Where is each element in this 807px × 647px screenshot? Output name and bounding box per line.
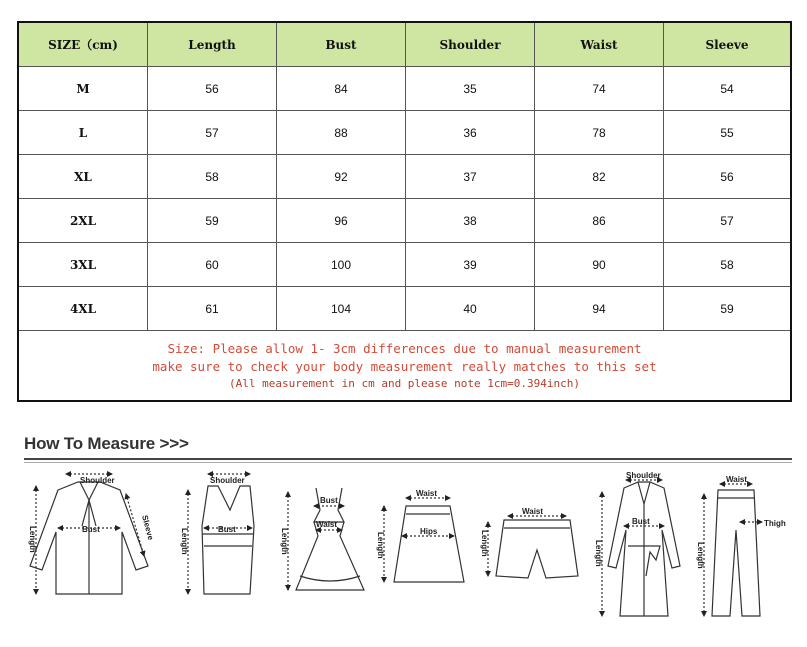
header-size: SIZE（cm): [19, 23, 148, 66]
waist-cell: 94: [535, 287, 664, 330]
label-bust: Bust: [82, 525, 100, 534]
size-chart-table: [17, 21, 792, 402]
label-sleeve: Sleeve: [140, 514, 156, 542]
label-shoulder: Shoulder: [210, 476, 245, 485]
table-row: [19, 67, 790, 111]
shoulder-cell: 37: [406, 155, 535, 198]
bust-cell: 100: [277, 243, 406, 286]
length-cell: 59: [148, 199, 277, 242]
title-divider-thin: [24, 462, 792, 463]
label-length: Length: [696, 542, 705, 569]
note-unit-conversion: (All measurement in cm and please note 1cm=0.394inch): [229, 377, 580, 390]
table-row: [19, 199, 790, 243]
measurement-notes: [19, 331, 790, 400]
shorts-diagram: [488, 516, 578, 578]
header-sleeve: Sleeve: [705, 37, 749, 52]
sleeve-cell: 57: [720, 213, 734, 228]
header-shoulder: Shoulder: [406, 23, 535, 66]
note-tolerance: Size: Please allow 1- 3cm differences due to manual measurement: [167, 341, 642, 356]
label-bust: Bust: [320, 496, 338, 505]
length-cell: 58: [148, 155, 277, 198]
shoulder-cell: 36: [406, 111, 535, 154]
header-length: Length: [148, 23, 277, 66]
trousers-diagram: [704, 484, 762, 616]
length-cell: 60: [148, 243, 277, 286]
vest-diagram: [188, 474, 254, 594]
table-row: [19, 111, 790, 155]
bust-cell: 84: [277, 67, 406, 110]
label-thigh: Thigh: [764, 519, 786, 528]
sleeve-cell: 54: [720, 81, 734, 96]
table-row: [19, 287, 790, 331]
garment-diagrams-svg: [18, 466, 798, 641]
shoulder-cell: 35: [406, 67, 535, 110]
header-bust: Bust: [277, 23, 406, 66]
size-cell: L: [19, 111, 148, 154]
table-header-row: [19, 23, 790, 67]
label-waist: Waist: [522, 507, 544, 516]
bust-cell: 104: [277, 287, 406, 330]
waist-cell: 86: [535, 199, 664, 242]
sleeve-cell: 58: [720, 257, 734, 272]
label-length: Length: [28, 526, 37, 553]
label-bust: Bust: [632, 517, 650, 526]
label-waist: Waist: [416, 489, 438, 498]
label-waist: Waist: [726, 475, 748, 484]
skirt-diagram: [384, 498, 464, 582]
table-row: [19, 243, 790, 287]
waist-cell: 74: [535, 67, 664, 110]
how-to-measure-title: How To Measure >>>: [24, 434, 189, 453]
label-shoulder: Shoulder: [626, 471, 661, 480]
label-shoulder: Shoulder: [80, 476, 115, 485]
length-cell: 56: [148, 67, 277, 110]
header-waist: Waist: [535, 23, 664, 66]
waist-cell: 82: [535, 155, 664, 198]
blouse-diagram: [30, 474, 148, 594]
table-row: [19, 155, 790, 199]
label-length: Length: [180, 528, 189, 555]
bust-cell: 88: [277, 111, 406, 154]
label-waist: Waist: [316, 520, 338, 529]
note-check-body: make sure to check your body measurement really matches to this set: [152, 359, 657, 374]
label-length: Length: [280, 528, 289, 555]
size-cell: 3XL: [19, 243, 148, 286]
size-cell: 2XL: [19, 199, 148, 242]
sleeve-cell: 55: [720, 125, 734, 140]
shoulder-cell: 40: [406, 287, 535, 330]
bust-cell: 96: [277, 199, 406, 242]
label-length: Length: [480, 530, 489, 557]
label-length: Length: [376, 532, 385, 559]
sleeve-cell: 59: [720, 301, 734, 316]
length-cell: 61: [148, 287, 277, 330]
label-bust: Bust: [218, 525, 236, 534]
label-length: Length: [594, 540, 603, 567]
label-hips: Hips: [420, 527, 438, 536]
size-chart-grid: [19, 23, 790, 331]
length-cell: 57: [148, 111, 277, 154]
shoulder-cell: 39: [406, 243, 535, 286]
size-cell: 4XL: [19, 287, 148, 330]
waist-cell: 78: [535, 111, 664, 154]
shoulder-cell: 38: [406, 199, 535, 242]
size-cell: M: [19, 67, 148, 110]
bust-cell: 92: [277, 155, 406, 198]
waist-cell: 90: [535, 243, 664, 286]
coat-diagram: [602, 480, 680, 616]
sleeve-cell: 56: [720, 169, 734, 184]
size-cell: XL: [19, 155, 148, 198]
title-divider: [24, 458, 792, 460]
garment-diagrams: [18, 466, 798, 641]
